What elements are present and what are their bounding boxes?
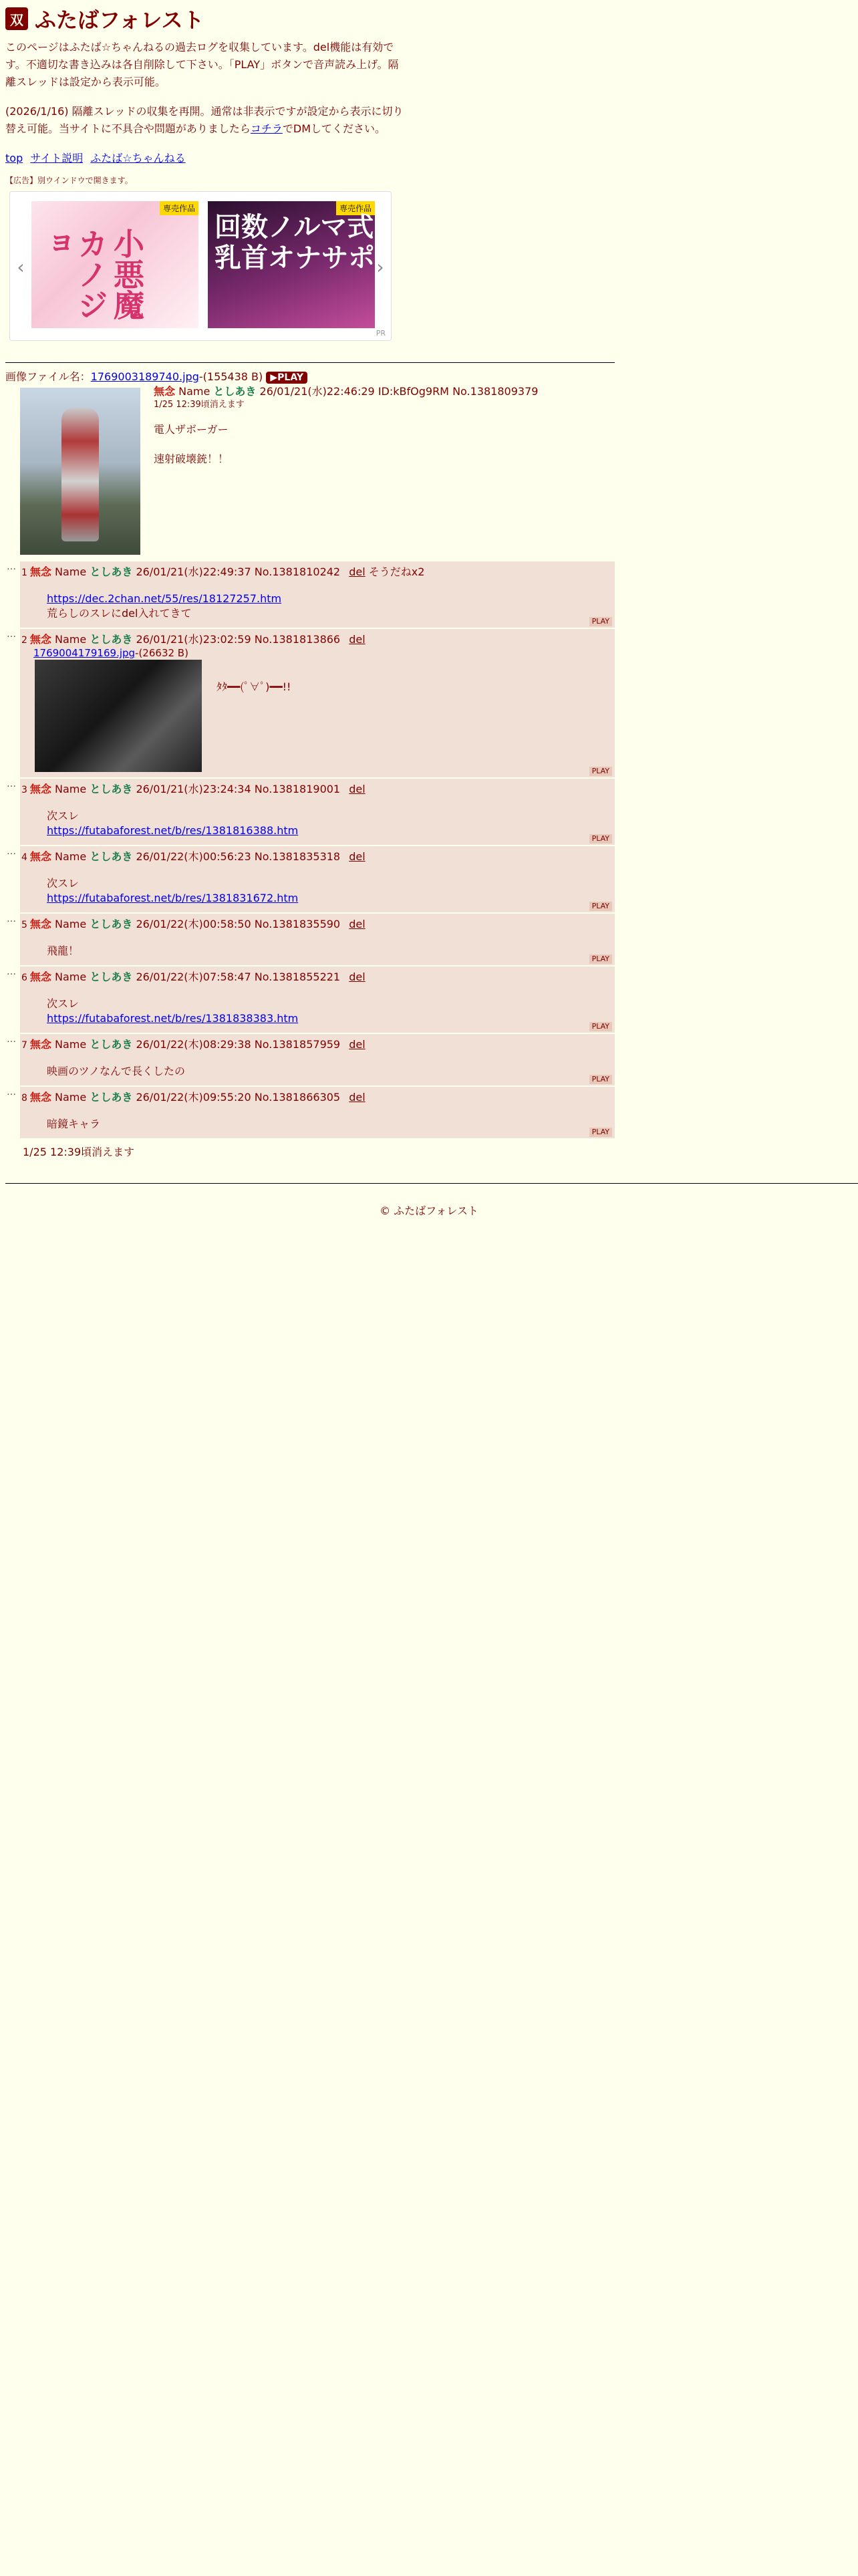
op-date: 26/01/21(水)22:46:29	[259, 385, 375, 398]
op-file-info	[5, 368, 853, 384]
ad-item-1-badge: 専売作品	[160, 201, 198, 215]
reply-date: 26/01/22(木)00:58:50	[136, 918, 251, 930]
reply-no[interactable]: No.1381819001	[254, 783, 341, 795]
op-name: としあき	[213, 385, 257, 398]
reply-play-button[interactable]: PLAY	[589, 954, 612, 964]
op-file-size: -(155438 B)	[198, 370, 263, 383]
reply-name-label: Name	[55, 783, 87, 795]
reply-index: 7	[21, 1040, 27, 1051]
top-link[interactable]: top	[5, 152, 23, 164]
reply-name: としあき	[90, 971, 133, 983]
site-logo-icon[interactable]: 双	[5, 7, 28, 30]
reply-row	[5, 779, 853, 845]
reply-subject: 無念	[29, 633, 51, 646]
reply-row	[5, 1087, 853, 1138]
reply-header	[20, 918, 615, 932]
reply-header	[20, 1091, 615, 1105]
reply-body	[20, 809, 615, 838]
reply-thumbnail[interactable]	[35, 660, 202, 772]
reply-no[interactable]: No.1381857959	[254, 1038, 341, 1051]
footer-copyright: © ふたばフォレスト	[380, 1204, 478, 1217]
reply-index: 8	[21, 1093, 27, 1104]
ad-carousel	[9, 191, 392, 341]
reply-row	[5, 967, 853, 1033]
del-button[interactable]: del	[349, 971, 366, 983]
reply-menu-icon[interactable]: …	[7, 1034, 16, 1045]
reply-text: 荒らしのスレにdel入れてきて	[47, 607, 192, 620]
ad-note: 【広告】別ウインドウで開きます。	[5, 176, 133, 185]
op-no[interactable]: No.1381809379	[452, 385, 539, 398]
carousel-next-icon[interactable]: ›	[376, 256, 384, 278]
reply-link[interactable]: https://futabaforest.net/b/res/1381831672.htm	[47, 892, 299, 904]
op-play-button[interactable]: ▶PLAY	[266, 372, 307, 384]
reply-index: 1	[21, 567, 27, 578]
op-thumbnail-figure	[61, 408, 99, 541]
reply-6	[20, 967, 615, 1033]
del-button[interactable]: del	[349, 565, 366, 578]
reply-menu-icon[interactable]: …	[7, 846, 16, 857]
reply-index: 6	[21, 973, 27, 983]
reply-name: としあき	[90, 850, 133, 863]
carousel-prev-icon[interactable]: ‹	[17, 256, 25, 278]
op-text	[154, 422, 538, 467]
reply-3	[20, 779, 615, 845]
reply-name: としあき	[90, 918, 133, 930]
reply-header	[20, 1038, 615, 1052]
reply-text: 次スレ	[47, 877, 80, 890]
reply-subject: 無念	[29, 1038, 51, 1051]
reply-subject: 無念	[29, 971, 51, 983]
reply-date: 26/01/22(木)07:58:47	[136, 971, 251, 983]
site-title[interactable]: ふたばフォレスト	[35, 7, 204, 33]
reply-name-label: Name	[55, 971, 87, 983]
ad-item-1[interactable]	[31, 201, 198, 328]
reply-body	[20, 876, 615, 906]
reply-subject: 無念	[29, 850, 51, 863]
contact-link[interactable]: コチラ	[250, 122, 283, 135]
del-button[interactable]: del	[349, 1038, 366, 1051]
reply-text: 暗鏡キャラ	[47, 1118, 101, 1130]
op-name-label: Name	[178, 385, 210, 398]
op-id: ID:kBfOg9RM	[378, 385, 449, 398]
futaba-link[interactable]: ふたば☆ちゃんねる	[90, 152, 186, 164]
page	[0, 1, 858, 1218]
reply-header	[20, 971, 615, 985]
ad-pr-label: PR	[376, 329, 386, 338]
reply-text: ﾀﾀ━━(ﾟ∀ﾟ)━━!!	[217, 680, 291, 693]
reply-body	[20, 592, 615, 621]
reply-menu-icon[interactable]: …	[7, 561, 16, 572]
reply-no[interactable]: No.1381835318	[254, 850, 341, 863]
reply-text: 次スレ	[47, 809, 80, 822]
reply-header	[20, 633, 615, 647]
intro-p2-before: (2026/1/16) 隔離スレッドの収集を再開。通常は非表示ですが設定から表示に切り替え可能。当サイトに不具合や問題がありましたら	[5, 105, 404, 135]
reply-index: 4	[21, 852, 27, 863]
reply-name: としあき	[90, 1091, 133, 1104]
del-button[interactable]: del	[349, 918, 366, 930]
reply-no[interactable]: No.1381855221	[254, 971, 341, 983]
reply-name: としあき	[90, 783, 133, 795]
reply-body	[20, 1117, 615, 1132]
op-subject: 無念	[154, 385, 176, 398]
thread-expire-note: 1/25 12:39頃消えます	[23, 1146, 135, 1158]
reply-name: としあき	[90, 633, 133, 646]
reply-name-label: Name	[55, 850, 87, 863]
op-post	[5, 384, 853, 561]
ad-item-2-badge: 専売作品	[336, 201, 375, 215]
reply-date: 26/01/21(水)23:02:59	[136, 633, 251, 646]
reply-index: 5	[21, 920, 27, 930]
reply-row	[5, 914, 853, 965]
reply-menu-icon[interactable]: …	[7, 914, 16, 924]
intro	[5, 39, 406, 138]
del-button[interactable]: del	[349, 633, 366, 646]
reply-row	[5, 1034, 853, 1085]
reply-body	[20, 1064, 615, 1079]
reply-no[interactable]: No.1381835590	[254, 918, 341, 930]
op-body	[154, 385, 538, 481]
reply-name-label: Name	[55, 565, 87, 578]
reply-header	[20, 850, 615, 864]
reply-8	[20, 1087, 615, 1138]
thread-separator	[5, 362, 615, 363]
reply-link[interactable]: https://futabaforest.net/b/res/1381816388.htm	[47, 824, 299, 837]
op-line-1: 電人ザボーガー	[154, 423, 229, 436]
reply-row	[5, 561, 853, 628]
del-button[interactable]: del	[349, 783, 366, 795]
site-header	[5, 1, 853, 36]
reply-index: 3	[21, 785, 27, 795]
reply-name: としあき	[90, 1038, 133, 1051]
reply-name-label: Name	[55, 918, 87, 930]
ad-item-1-caption: 小悪魔カノジョ	[37, 228, 145, 320]
reply-play-button[interactable]: PLAY	[589, 1128, 612, 1137]
op-thumbnail[interactable]	[20, 388, 140, 555]
op-file-label: 画像ファイル名：	[5, 370, 91, 383]
reply-subject: 無念	[29, 783, 51, 795]
reply-5	[20, 914, 615, 965]
reply-menu-icon[interactable]: …	[7, 779, 16, 789]
reply-2	[20, 629, 615, 777]
footer-separator	[5, 1183, 858, 1184]
reply-no[interactable]: No.1381866305	[254, 1091, 341, 1104]
reply-date: 26/01/21(水)22:49:37	[136, 565, 251, 578]
reply-play-button[interactable]: PLAY	[589, 1075, 612, 1084]
reply-play-button[interactable]: PLAY	[589, 1022, 612, 1031]
reply-index: 2	[21, 635, 27, 646]
op-header	[154, 385, 538, 398]
op-file-link[interactable]: 1769003189740.jpg	[90, 370, 199, 383]
reply-menu-icon[interactable]: …	[7, 629, 16, 640]
ad-item-2[interactable]	[208, 201, 375, 328]
reply-date: 26/01/22(木)08:29:38	[136, 1038, 251, 1051]
reply-text: 映画のツノなんで長くしたの	[47, 1065, 186, 1077]
reply-subject: 無念	[29, 565, 51, 578]
top-links	[5, 150, 853, 165]
reply-play-button[interactable]: PLAY	[589, 617, 612, 626]
reply-1	[20, 561, 615, 628]
reply-row	[5, 846, 853, 912]
sodane-count[interactable]: そうだねx2	[368, 565, 425, 578]
intro-paragraph-1: このページはふたば☆ちゃんねるの過去ログを収集しています。del機能は有効です。不適切な書き込みは各自削除して下さい。「PLAY」ボタンで音声読み上げ。隔離スレッドは設定から表示可能。	[5, 41, 399, 88]
reply-file-link[interactable]: 1769004179169.jpg	[33, 647, 136, 659]
ad-item-2-caption: 回数ノルマ式 乳首オナサポ	[214, 212, 375, 273]
about-link[interactable]: サイト説明	[30, 152, 84, 164]
reply-name-label: Name	[55, 633, 87, 646]
reply-row	[5, 629, 853, 777]
reply-file-size: -(26632 B)	[135, 647, 188, 659]
reply-subject: 無念	[29, 918, 51, 930]
intro-p2-after: でDMしてください。	[282, 122, 386, 135]
reply-link[interactable]: https://futabaforest.net/b/res/1381838383.htm	[47, 1012, 299, 1025]
op-line-2: 速射破壊銃！！	[154, 453, 229, 465]
reply-link[interactable]: https://dec.2chan.net/55/res/18127257.htm	[47, 592, 282, 605]
reply-4	[20, 846, 615, 912]
reply-file-info	[20, 647, 615, 659]
reply-menu-icon[interactable]: …	[7, 1087, 16, 1098]
reply-menu-icon[interactable]: …	[7, 967, 16, 977]
reply-text: 次スレ	[47, 997, 80, 1010]
reply-text: 飛龍！	[47, 944, 80, 957]
reply-no[interactable]: No.1381810242	[254, 565, 341, 578]
reply-header	[20, 783, 615, 797]
reply-header	[20, 565, 615, 579]
reply-date: 26/01/21(水)23:24:34	[136, 783, 251, 795]
reply-subject: 無念	[29, 1091, 51, 1104]
reply-play-button[interactable]: PLAY	[589, 902, 612, 911]
reply-body	[20, 997, 615, 1026]
reply-date: 26/01/22(木)09:55:20	[136, 1091, 251, 1104]
reply-name-label: Name	[55, 1091, 87, 1104]
del-button[interactable]: del	[349, 1091, 366, 1104]
reply-play-button[interactable]: PLAY	[589, 767, 612, 776]
reply-7	[20, 1034, 615, 1085]
reply-no[interactable]: No.1381813866	[254, 633, 341, 646]
reply-name: としあき	[90, 565, 133, 578]
intro-paragraph-2	[5, 103, 406, 138]
reply-play-button[interactable]: PLAY	[589, 834, 612, 844]
op-expire: 1/25 12:39頃消えます	[154, 400, 245, 410]
reply-body	[20, 944, 615, 958]
reply-date: 26/01/22(木)00:56:23	[136, 850, 251, 863]
del-button[interactable]: del	[349, 850, 366, 863]
reply-name-label: Name	[55, 1038, 87, 1051]
